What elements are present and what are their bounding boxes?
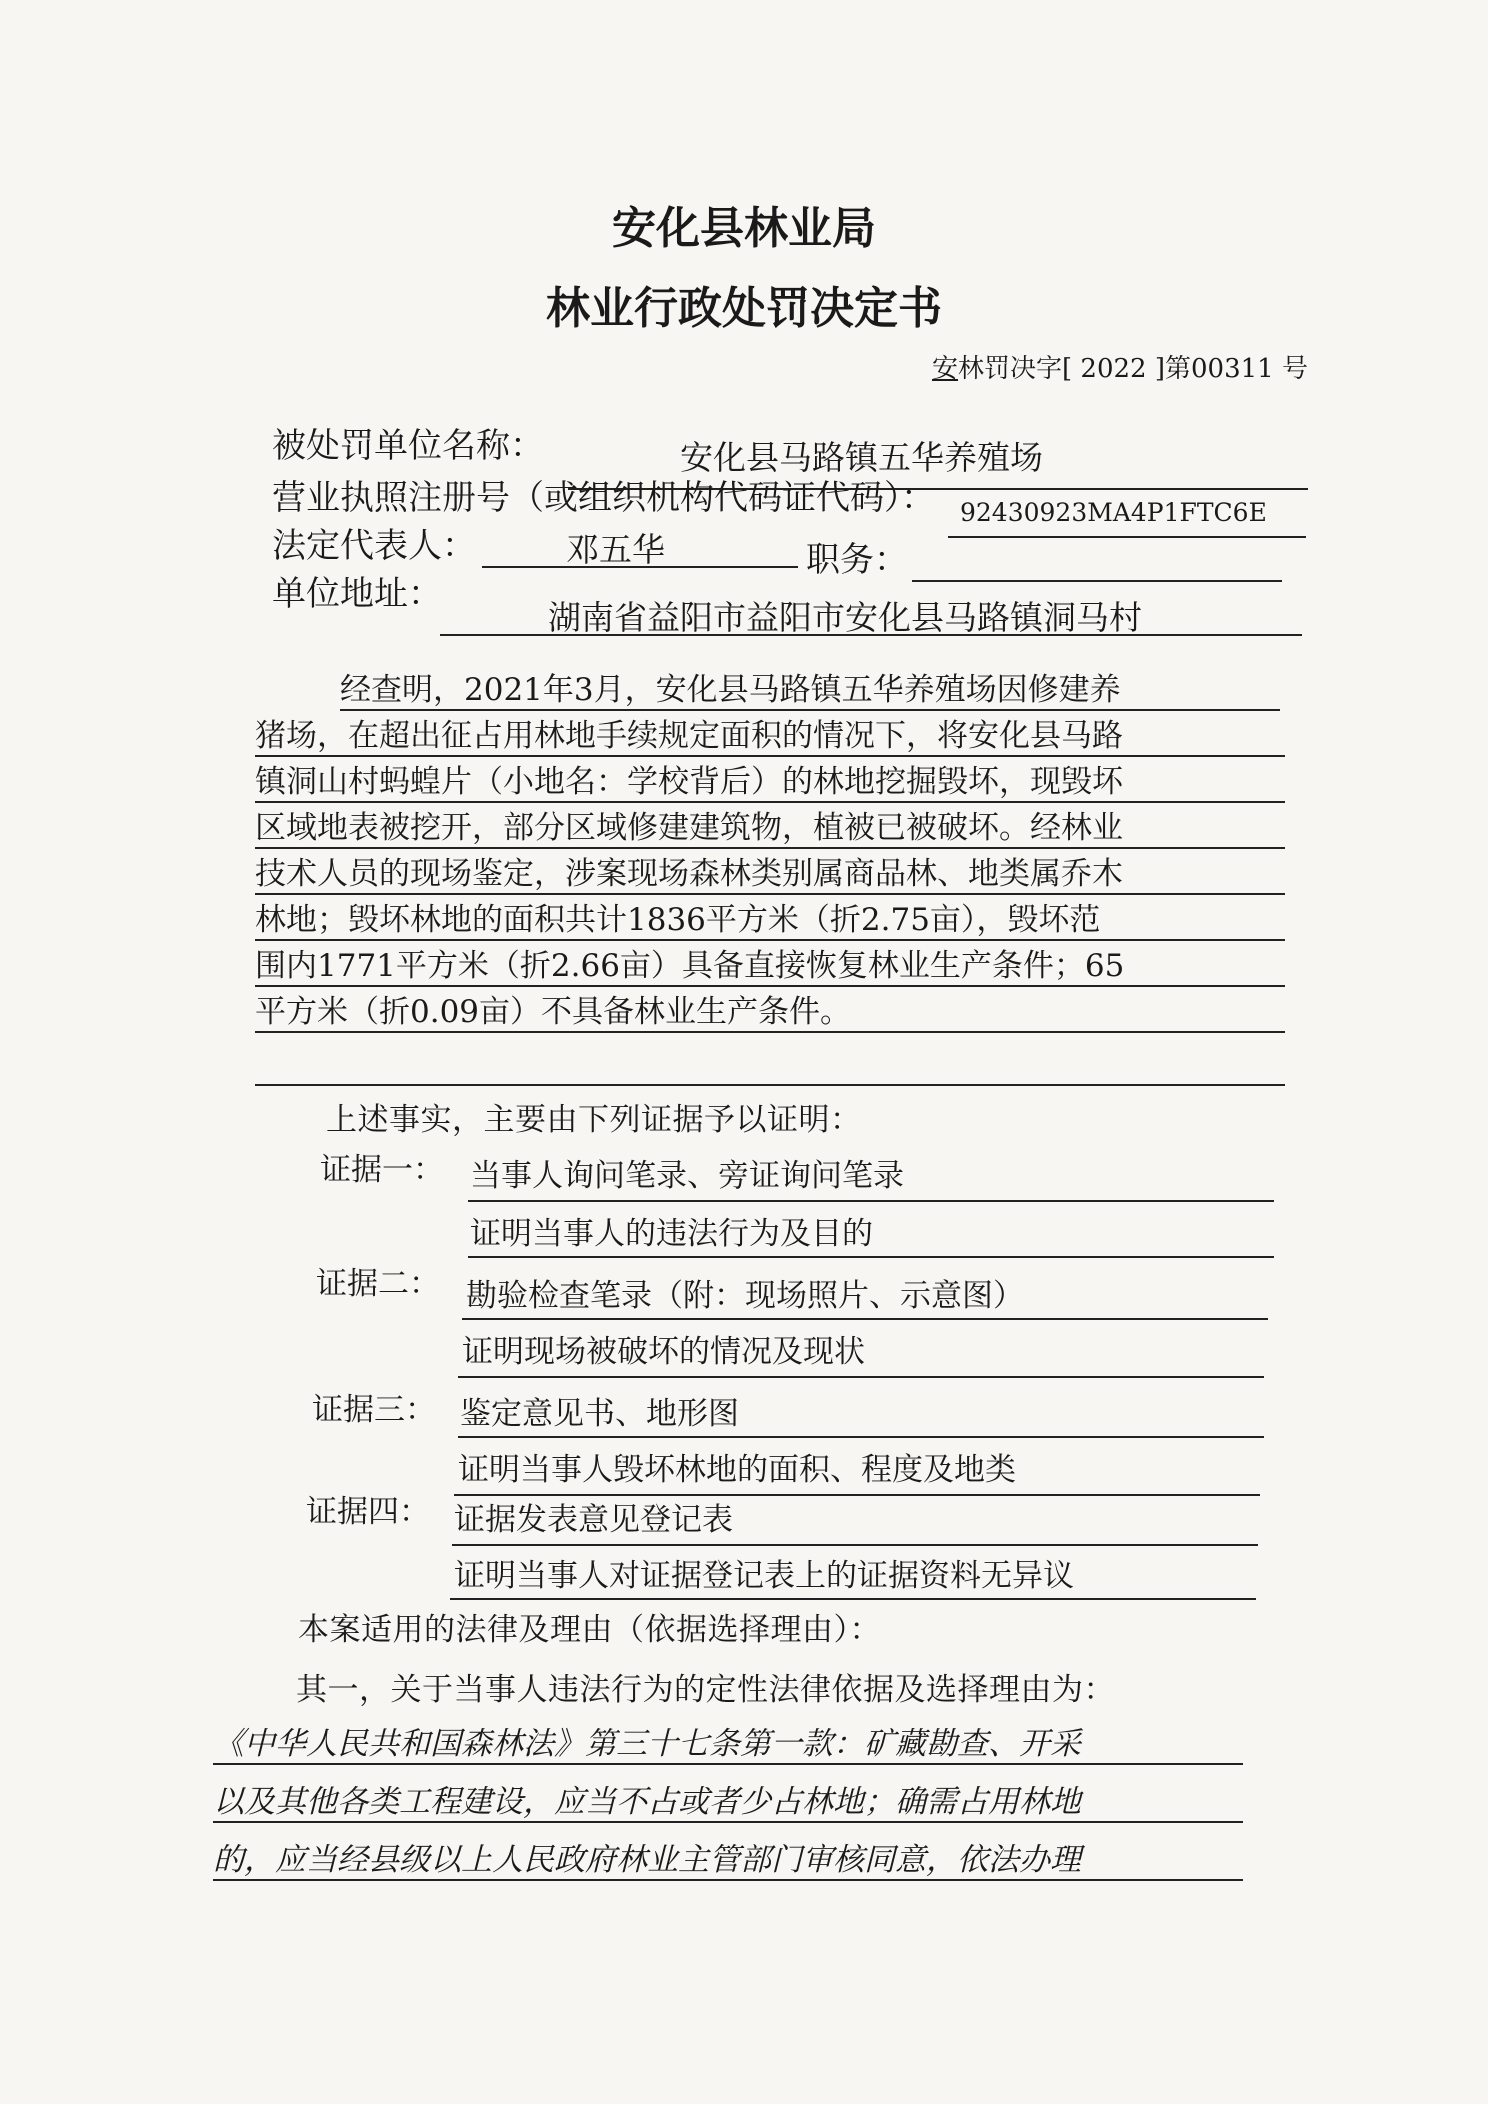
unit-name-label: 被处罚单位名称： <box>272 426 544 466</box>
license-value: 92430923MA4P1FTC6E <box>960 498 1267 527</box>
evidence-item: 勘验检查笔录（附：现场照片、示意图） <box>466 1278 1024 1314</box>
license-label: 营业执照注册号（或组织机构代码证代码）： <box>272 478 935 518</box>
law-intro: 本案适用的法律及理由（依据选择理由）： <box>298 1612 881 1648</box>
evidence-proves: 证明现场被破坏的情况及现状 <box>462 1334 865 1370</box>
evidence-rule <box>458 1376 1264 1378</box>
evidence-label: 证据四： <box>306 1494 430 1530</box>
law-first: 其一，关于当事人违法行为的定性法律依据及选择理由为： <box>296 1672 1115 1708</box>
legal-rep-value: 邓五华 <box>566 530 665 569</box>
address-value: 湖南省益阳市益阳市安化县马路镇洞马村 <box>548 598 1142 637</box>
position-label: 职务： <box>806 540 908 580</box>
doc-number-prefix: 安 <box>931 354 958 384</box>
document-title: 林业行政处罚决定书 <box>546 283 942 334</box>
doc-number-mid2: ]第 <box>1154 354 1191 384</box>
facts-line: 经查明，2021年3月，安化县马路镇五华养殖场因修建养 <box>340 664 1280 711</box>
doc-number-year: 2022 <box>1080 354 1147 384</box>
legal-rep-label: 法定代表人： <box>272 526 476 566</box>
evidence-rule <box>462 1318 1268 1320</box>
evidence-intro: 上述事实，主要由下列证据予以证明： <box>326 1102 862 1138</box>
evidence-rule <box>468 1200 1274 1202</box>
facts-line: 技术人员的现场鉴定，涉案现场森林类别属商品林、地类属乔木 <box>255 848 1285 895</box>
evidence-rule <box>458 1436 1264 1438</box>
facts-line: 围内1771平方米（折2.66亩）具备直接恢复林业生产条件；65 <box>255 940 1285 987</box>
doc-number-value: 00311 <box>1191 354 1274 384</box>
facts-line: 镇洞山村蚂蝗片（小地名：学校背后）的林地挖掘毁坏，现毁坏 <box>255 756 1285 803</box>
law-text-line: 的，应当经县级以上人民政府林业主管部门审核同意，依法办理 <box>213 1834 1243 1881</box>
evidence-rule <box>450 1598 1256 1600</box>
evidence-item: 证据发表意见登记表 <box>454 1502 733 1538</box>
evidence-label: 证据三： <box>312 1392 436 1428</box>
address-rule <box>440 634 1302 636</box>
evidence-proves: 证明当事人的违法行为及目的 <box>470 1216 873 1252</box>
position-rule <box>912 580 1282 582</box>
evidence-item: 当事人询问笔录、旁证询问笔录 <box>470 1158 904 1194</box>
legal-rep-rule <box>482 566 798 568</box>
facts-line: 区域地表被挖开，部分区域修建建筑物，植被已被破坏。经林业 <box>255 802 1285 849</box>
doc-number-mid: 林罚决字[ <box>957 354 1073 384</box>
evidence-rule <box>452 1544 1258 1546</box>
law-text-line: 以及其他各类工程建设，应当不占或者少占林地；确需占用林地 <box>213 1776 1243 1823</box>
evidence-rule <box>468 1256 1274 1258</box>
agency-title: 安化县林业局 <box>612 203 876 254</box>
evidence-label: 证据一： <box>320 1152 444 1188</box>
license-rule <box>948 536 1306 538</box>
facts-end-rule <box>255 1084 1285 1086</box>
doc-number-suffix: 号 <box>1281 354 1308 384</box>
facts-line: 猪场，在超出征占用林地手续规定面积的情况下，将安化县马路 <box>255 710 1285 757</box>
document-number <box>932 348 1308 385</box>
unit-name-value: 安化县马路镇五华养殖场 <box>680 438 1043 477</box>
facts-line: 平方米（折0.09亩）不具备林业生产条件。 <box>255 986 1285 1033</box>
evidence-proves: 证明当事人对证据登记表上的证据资料无异议 <box>454 1558 1074 1594</box>
address-label: 单位地址： <box>272 574 442 614</box>
law-text-line: 《中华人民共和国森林法》第三十七条第一款：矿藏勘查、开采 <box>213 1718 1243 1765</box>
evidence-item: 鉴定意见书、地形图 <box>460 1396 739 1432</box>
evidence-label: 证据二： <box>316 1266 440 1302</box>
evidence-proves: 证明当事人毁坏林地的面积、程度及地类 <box>458 1452 1016 1488</box>
facts-line: 林地；毁坏林地的面积共计1836平方米（折2.75亩），毁坏范 <box>255 894 1285 941</box>
